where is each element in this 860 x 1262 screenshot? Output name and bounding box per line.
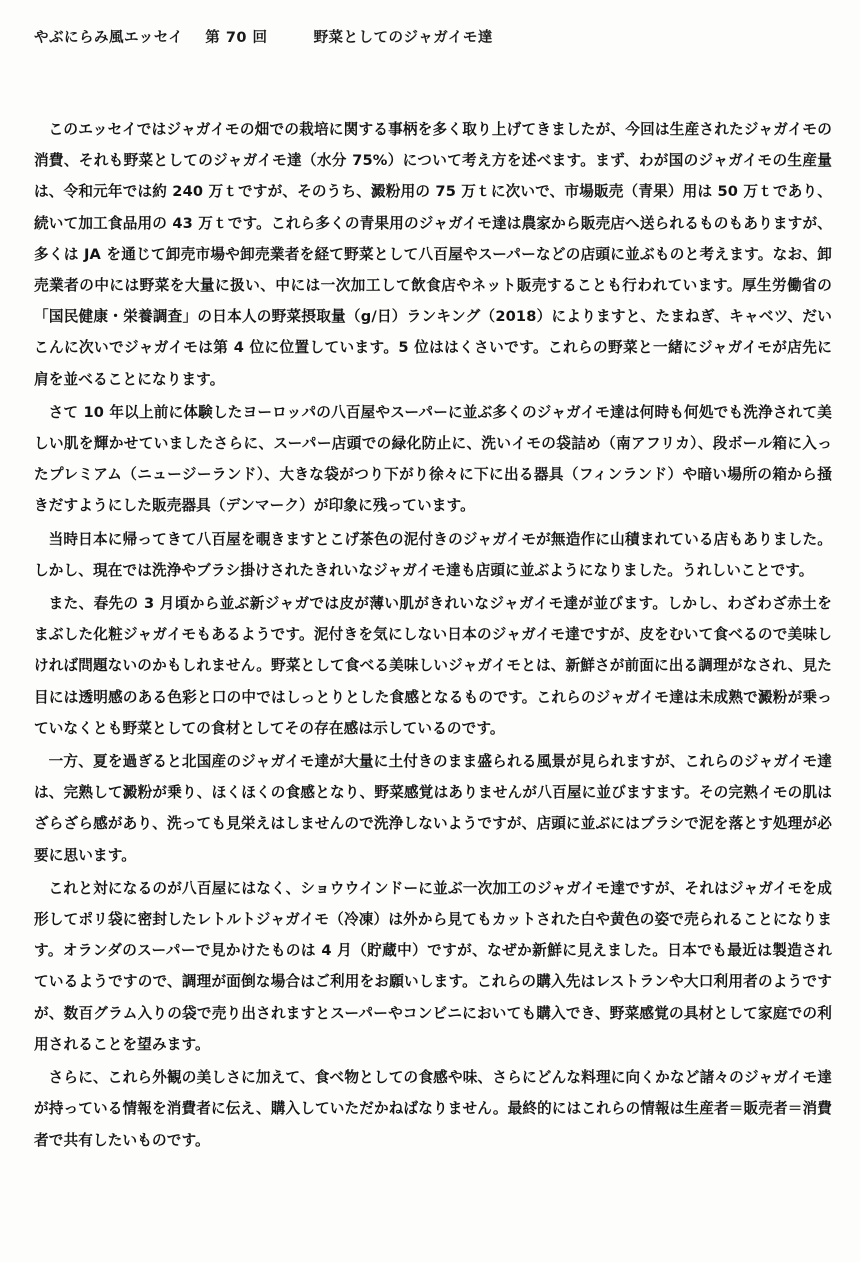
essay-header bbox=[34, 26, 832, 66]
paragraph-1: このエッセイではジャガイモの畑での栽培に関する事柄を多く取り上げてきましたが、今回は生産されたジャガイモの消費、それも野菜としてのジャガイモ達（水分 75%）について考え方を述べます。まず、わが国のジャガイモの生産量は、令和元年では約 240 万ｔですが、そのうち、澱粉用の 75 万ｔに次いで、市場販売（青果）用は 50 万ｔであり、続いて加工食品用の 43 万ｔです。これら多くの青果用のジャガイモ達は農家から販売店へ送られるものもありますが、多くは JA を通じて卸売市場や卸売業者を経て野菜として八百屋やスーパーなどの店頭に並ぶものと考えます。なお、卸売業者の中には野菜を大量に扱い、中には一次加工して飲食店やネット販売することも行われています。厚生労働省の「国民健康・栄養調査」の日本人の野菜摂取量（g/日）ランキング（2018）によりますと、たまねぎ、キャベツ、だいこんに次いでジャガイモは第 4 位に位置しています。5 位ははくさいです。これらの野菜と一緒にジャガイモが店先に肩を並べることになります。 bbox=[34, 121, 832, 388]
paragraph-7: さらに、これら外観の美しさに加えて、食べ物としての食感や味、さらにどんな料理に向くかなど諸々のジャガイモ達が持っている情報を消費者に伝え、購入していただかねばなりません。最終的にはこれらの情報は生産者＝販売者＝消費者で共有したいものです。 bbox=[34, 1069, 832, 1149]
paragraph-3: 当時日本に帰ってきて八百屋を覗きますとこげ茶色の泥付きのジャガイモが無造作に山積まれている店もありました。しかし、現在では洗浄やブラシ掛けされたきれいなジャガイモ達も店頭に並ぶようになりました。うれしいことです。 bbox=[34, 530, 832, 579]
episode-number: 第 70 回 bbox=[205, 30, 268, 46]
series-name: やぶにらみ風エッセイ bbox=[34, 30, 184, 46]
essay-body bbox=[34, 114, 832, 1158]
paragraph-4: また、春先の 3 月頃から並ぶ新ジャガでは皮が薄い肌がきれいなジャガイモ達が並びます。しかし、わざわざ赤土をまぶした化粧ジャガイモもあるようです。泥付きを気にしない日本のジャガイモ達ですが、皮をむいて食べるので美味しければ問題ないのかもしれません。野菜として食べる美味しいジャガイモとは、新鮮さが前面に出る調理がなされ、見た目には透明感のある色彩と口の中ではしっとりとした食感となるものです。これらのジャガイモ達は未成熟で澱粉が乗っていなくとも野菜としての食材としてその存在感は示しているのです。 bbox=[34, 595, 832, 737]
essay-title: 野菜としてのジャガイモ達 bbox=[313, 30, 493, 46]
paragraph-2: さて 10 年以上前に体験したヨーロッパの八百屋やスーパーに並ぶ多くのジャガイモ達は何時も何処でも洗浄されて美しい肌を輝かせていましたさらに、スーパー店頭での緑化防止に、洗いイモの袋詰め（南アフリカ）、段ボール箱に入ったプレミアム（ニュージーランド）、大きな袋がつり下がり徐々に下に出る器具（フィンランド）や暗い場所の箱から掻きだすようにした販売器具（デンマーク）が印象に残っています。 bbox=[34, 403, 832, 515]
paragraph-6: これと対になるのが八百屋にはなく、ショウウインドーに並ぶ一次加工のジャガイモ達ですが、それはジャガイモを成形してポリ袋に密封したレトルトジャガイモ（冷凍）は外から見てもカットされた白や黄色の姿で売られることになります。オランダのスーパーで見かけたものは 4 月（貯蔵中）ですが、なぜか新鮮に見えました。日本でも最近は製造されているようですので、調理が面倒な場合はご利用をお願いします。これらの購入先はレストランや大口利用者のようですが、数百グラム入りの袋で売り出されますとスーパーやコンビニにおいても購入でき、野菜感覚の具材として家庭での利用されることを望みます。 bbox=[34, 879, 832, 1053]
paragraph-5: 一方、夏を過ぎると北国産のジャガイモ達が大量に土付きのまま盛られる風景が見られますが、これらのジャガイモ達は、完熟して澱粉が乗り、ほくほくの食感となり、野菜感覚はありませんが八百屋に並びますます。その完熟イモの肌はざらざら感があり、洗っても見栄えはしませんので洗浄しないようですが、店頭に並ぶにはブラシで泥を落とす処理が必要に思います。 bbox=[34, 753, 832, 864]
